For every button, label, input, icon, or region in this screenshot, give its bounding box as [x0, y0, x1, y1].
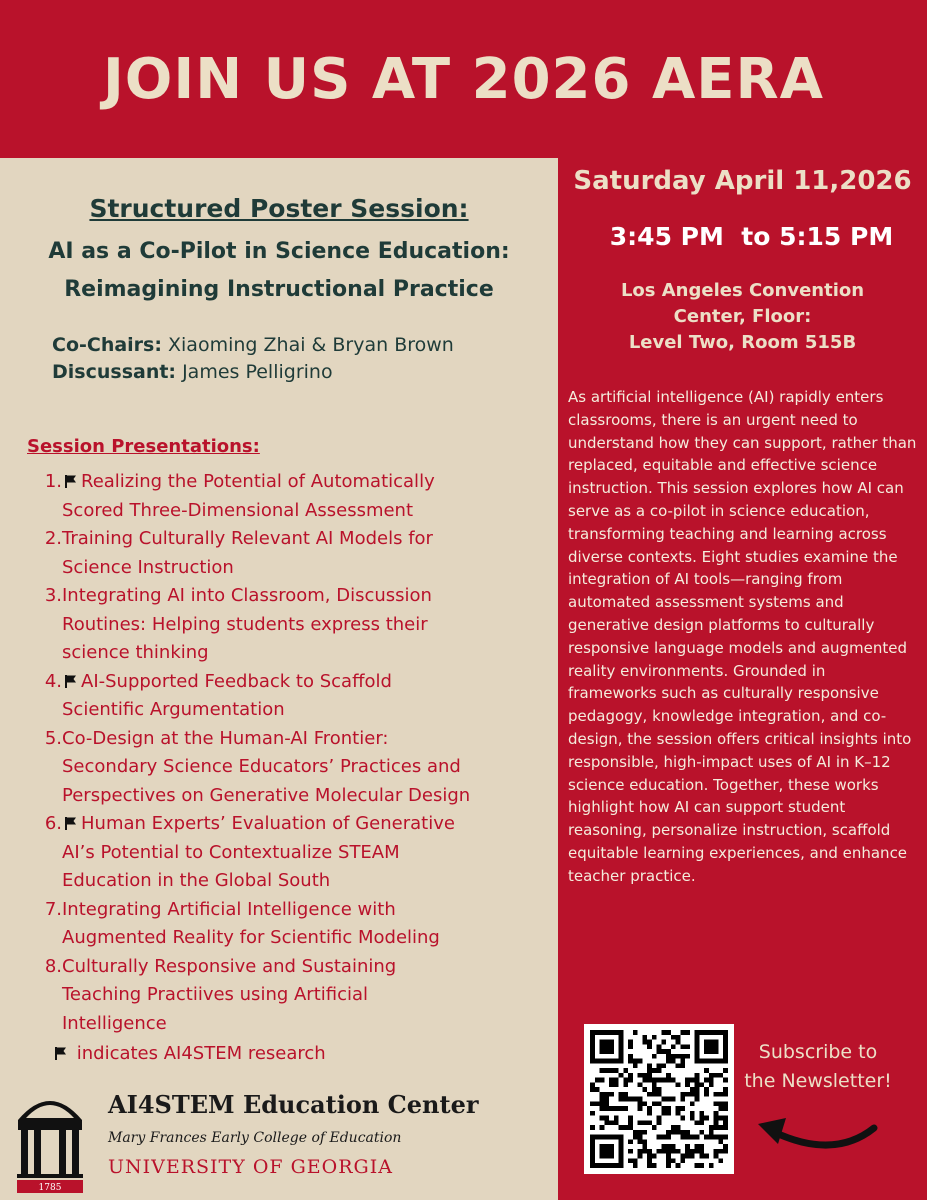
event-date: Saturday April 11,2026	[573, 166, 912, 196]
presentation-line-text: science thinking	[62, 642, 209, 663]
cochairs-value: Xiaoming Zhai & Bryan Brown	[168, 334, 454, 356]
session-type: Structured Poster Session:	[89, 194, 469, 223]
presentation-title-line	[62, 725, 470, 754]
org-college: Mary Frances Early College of Education	[108, 1130, 402, 1146]
venue-line2: Center, Floor:	[673, 306, 812, 327]
logo-year: 1785	[38, 1183, 62, 1193]
presentation-title-line	[62, 810, 455, 839]
presentation-title-line	[62, 696, 392, 725]
presentation-title	[62, 953, 396, 1039]
presentation-item	[42, 525, 542, 582]
presentation-line-text: AI’s Potential to Contextualize STEAM	[62, 841, 400, 863]
presentation-title-line	[62, 497, 435, 526]
presentation-title-line	[62, 753, 470, 782]
presentation-title-line	[62, 668, 392, 697]
venue-line1: Los Angeles Convention	[620, 280, 865, 301]
presentation-line-text: Teaching Practiives using Artificial	[62, 984, 369, 1005]
presentation-number: 3.	[44, 585, 62, 606]
presentation-title-line	[62, 896, 440, 925]
org-university: UNIVERSITY OF GEORGIA	[108, 1156, 393, 1178]
event-time: 3:45 PM to 5:15 PM	[609, 222, 894, 251]
presentation-number: 2.	[44, 528, 62, 549]
presentation-title-line	[62, 639, 432, 668]
presentation-item	[42, 668, 542, 725]
session-abstract: As artificial intelligence (AI) rapidly enters classrooms, there is an urgent need to understand how they can support, rather than replaced, equitable and effective science instruction. This session explores how AI can serve as a co-pilot in science education, transforming teaching and learning across diverse contexts. Eight studies examine the integration of AI tools—ranging from automated assessment systems and generative design platforms to culturally responsive language models and augmented reality environments. Grounded in frameworks such as culturally responsive pedagogy, knowledge integration, and co-design, the session offers critical insights into responsible, high-impact uses of AI in K–12 science education. Together, these works highlight how AI can support student reasoning, personalize instruction, scaffold equitable learning experiences, and enhance teacher practice.	[568, 388, 917, 885]
discussant-label: Discussant:	[52, 361, 177, 383]
presentation-item	[42, 725, 542, 811]
presentation-line-text: Intelligence	[62, 1012, 167, 1034]
discussant-row	[52, 359, 454, 386]
presentation-line-text: Augmented Reality for Scientific Modeling	[62, 927, 440, 948]
presentation-title	[62, 725, 470, 811]
newsletter-qr-code[interactable]	[584, 1024, 734, 1174]
presentation-title-line	[62, 468, 435, 497]
presentation-title	[62, 582, 432, 668]
presentation-item	[42, 810, 542, 896]
presentation-line-text: Integrating Artificial Intelligence with	[62, 898, 396, 920]
flag-icon	[54, 1046, 68, 1060]
presentation-line-text: Routines: Helping students express their	[62, 613, 428, 635]
presentation-line-text: Secondary Science Educators’ Practices and	[62, 756, 461, 777]
presentation-line-text: Culturally Responsive and Sustaining	[62, 955, 397, 977]
presentation-title-line	[62, 924, 440, 953]
newsletter-line2: the Newsletter!	[744, 1070, 892, 1092]
flag-icon	[64, 816, 78, 830]
right-panel	[558, 158, 927, 1200]
presentation-title-line	[62, 782, 470, 811]
presentation-line-text: Co-Design at the Human-AI Frontier:	[62, 727, 389, 749]
presentation-number: 4.	[44, 670, 62, 692]
presentation-line-text: Scored Three-Dimensional Assessment	[62, 499, 414, 521]
session-title-line1: AI as a Co-Pilot in Science Education:	[48, 239, 510, 264]
presentation-item	[42, 468, 542, 525]
newsletter-line1: Subscribe to	[758, 1041, 878, 1063]
qr-code-icon	[590, 1030, 728, 1168]
cochairs-label: Co-Chairs:	[52, 334, 162, 356]
header-banner	[0, 0, 927, 158]
venue-line3: Level Two, Room 515B	[628, 332, 857, 353]
discussant-value: James Pelligrino	[182, 361, 333, 383]
presentation-title-line	[62, 953, 396, 982]
presentation-number: 8.	[44, 955, 62, 977]
page-title: JOIN US AT 2026 AERA	[102, 46, 825, 112]
arrow-left-icon	[744, 1104, 884, 1154]
presentation-title	[62, 525, 433, 582]
presentation-title-line	[62, 981, 396, 1010]
presentation-title-line	[62, 554, 433, 583]
presentations-list	[42, 468, 542, 1038]
event-venue	[558, 278, 927, 356]
presentations-heading: Session Presentations:	[27, 436, 260, 457]
presentation-line-text: Integrating AI into Classroom, Discussion	[62, 585, 432, 606]
presentation-title-line	[62, 839, 455, 868]
presentation-item	[42, 582, 542, 668]
presentation-line-text: Perspectives on Generative Molecular Design	[62, 784, 471, 806]
session-people	[52, 332, 454, 386]
presentation-line-text: Scientific Argumentation	[62, 699, 285, 720]
presentation-title	[62, 468, 435, 525]
presentation-line-text: Human Experts’ Evaluation of Generative	[81, 813, 455, 834]
presentation-title	[62, 896, 440, 953]
flag-icon	[64, 674, 78, 688]
presentation-number: 7.	[44, 898, 62, 920]
session-title	[0, 194, 558, 309]
presentation-title-line	[62, 1010, 396, 1039]
presentation-line-text: Realizing the Potential of Automatically	[81, 471, 435, 492]
flag-legend	[52, 1043, 326, 1064]
presentation-title	[62, 810, 455, 896]
presentation-line-text: Training Culturally Relevant AI Models for	[62, 528, 433, 549]
presentation-number: 5.	[44, 727, 62, 749]
left-panel	[0, 158, 558, 1200]
presentation-title	[62, 668, 392, 725]
presentation-title-line	[62, 582, 432, 611]
presentation-title-line	[62, 611, 432, 640]
presentation-line-text: AI-Supported Feedback to Scaffold	[81, 670, 392, 692]
cochairs-row	[52, 332, 454, 359]
uga-arch-logo	[14, 1080, 86, 1194]
presentation-title-line	[62, 525, 433, 554]
presentation-number: 1.	[44, 471, 62, 492]
presentation-line-text: Science Instruction	[62, 556, 234, 578]
presentation-item	[42, 896, 542, 953]
newsletter-callout	[734, 1038, 902, 1096]
flag-legend-text: indicates AI4STEM research	[76, 1043, 326, 1064]
presentation-item	[42, 953, 542, 1039]
session-title-line2: Reimagining Instructional Practice	[64, 277, 494, 302]
presentation-line-text: Education in the Global South	[62, 870, 331, 891]
org-name: AI4STEM Education Center	[108, 1090, 479, 1119]
flag-icon	[64, 474, 78, 488]
presentation-title-line	[62, 867, 455, 896]
presentation-number: 6.	[44, 813, 62, 834]
